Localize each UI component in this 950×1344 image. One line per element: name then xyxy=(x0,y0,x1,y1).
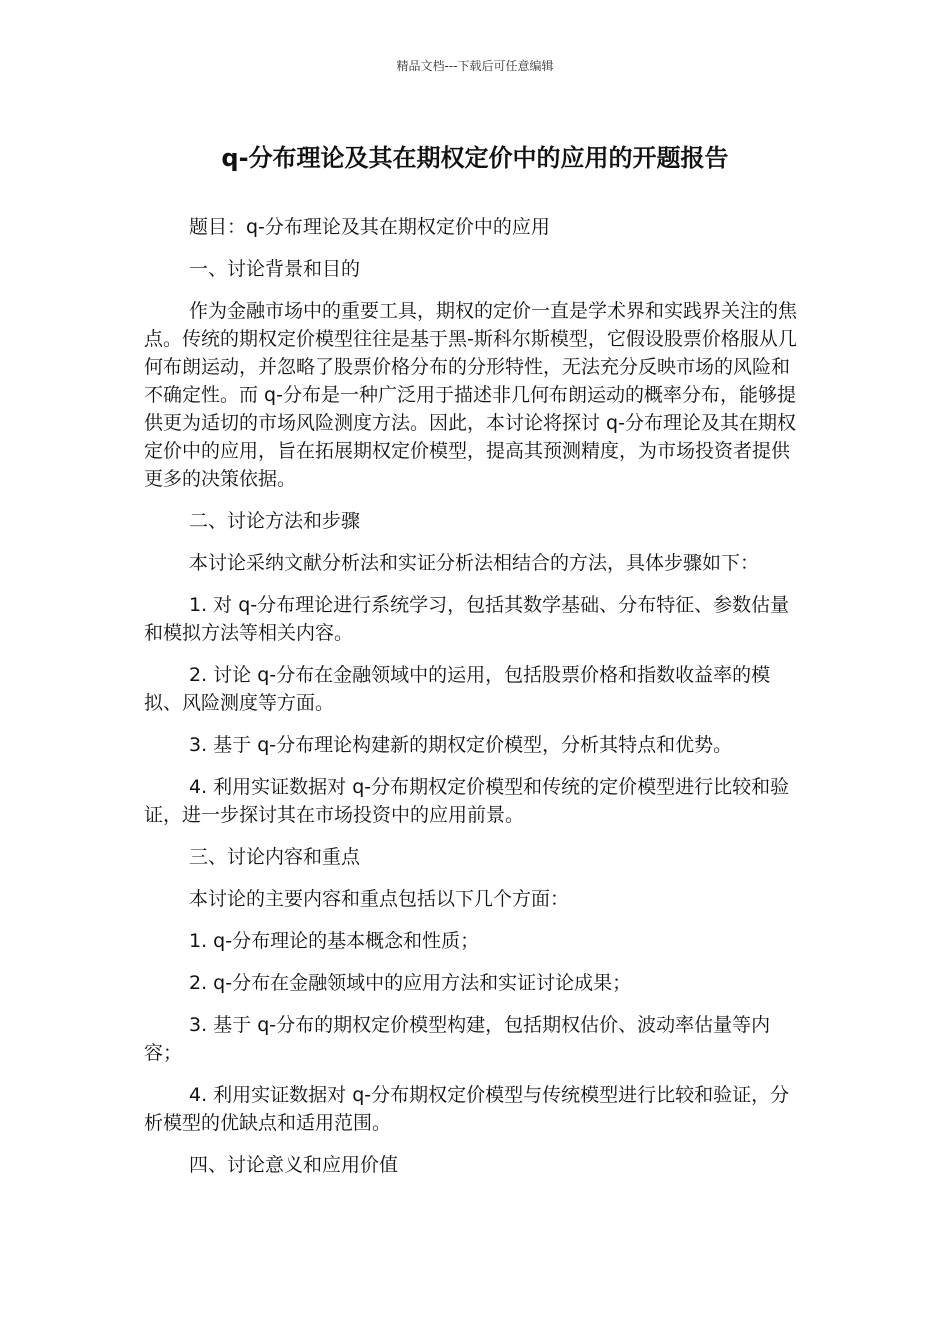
method-intro: 本讨论采纳文献分析法和实证分析法相结合的方法，具体步骤如下： xyxy=(189,552,760,574)
section-heading-1: 一、讨论背景和目的 xyxy=(189,258,361,280)
method-step-2: 2. 讨论 q-分布在金融领域中的运用，包括股票价格和指数收益率的模拟、风险测度等方面。 xyxy=(144,664,771,714)
content-item-4: 4. 利用实证数据对 q-分布期权定价模型与传统模型进行比较和验证，分析模型的优缺点和适用范围。 xyxy=(144,1084,790,1134)
background-paragraph: 作为金融市场中的重要工具，期权的定价一直是学术界和实践界关注的焦点。传统的期权定价模型往往是基于黑-斯科尔斯模型，它假设股票价格服从几何布朗运动，并忽略了股票价格分布的分形特性，无法充分反映市场的风险和不确定性。而 q-分布是一种广泛用于描述非几何布朗运动的概率分布，能够提供更为适切的市场风险测度方法。因此，本讨论将探讨 q-分布理论及其在期权定价中的应用，旨在拓展期权定价模型，提高其预测精度，为市场投资者提供更多的决策依据。 xyxy=(144,300,798,490)
content-item-3: 3. 基于 q-分布的期权定价模型构建，包括期权估价、波动率估量等内容； xyxy=(144,1014,771,1064)
header-note: 精品文档---下载后可任意编辑 xyxy=(396,59,554,73)
section-heading-3: 三、讨论内容和重点 xyxy=(189,846,361,868)
document-title: q-分布理论及其在期权定价中的应用的开题报告 xyxy=(221,144,729,172)
content-item-2: 2. q-分布在金融领域中的应用方法和实证讨论成果； xyxy=(189,972,632,994)
content-intro: 本讨论的主要内容和重点包括以下几个方面： xyxy=(189,888,570,910)
method-step-4: 4. 利用实证数据对 q-分布期权定价模型和传统的定价模型进行比较和验证，进一步探讨其在市场投资中的应用前景。 xyxy=(144,776,790,826)
section-heading-4: 四、讨论意义和应用价值 xyxy=(189,1154,399,1176)
document-body xyxy=(144,213,808,1179)
section-heading-2: 二、讨论方法和步骤 xyxy=(189,510,361,532)
topic-line: 题目：q-分布理论及其在期权定价中的应用 xyxy=(189,216,550,238)
method-step-1: 1. 对 q-分布理论进行系统学习，包括其数学基础、分布特征、参数估量和模拟方法等相关内容。 xyxy=(144,594,790,644)
content-item-1: 1. q-分布理论的基本概念和性质； xyxy=(189,930,480,952)
method-step-3: 3. 基于 q-分布理论构建新的期权定价模型，分析其特点和优势。 xyxy=(189,734,733,756)
